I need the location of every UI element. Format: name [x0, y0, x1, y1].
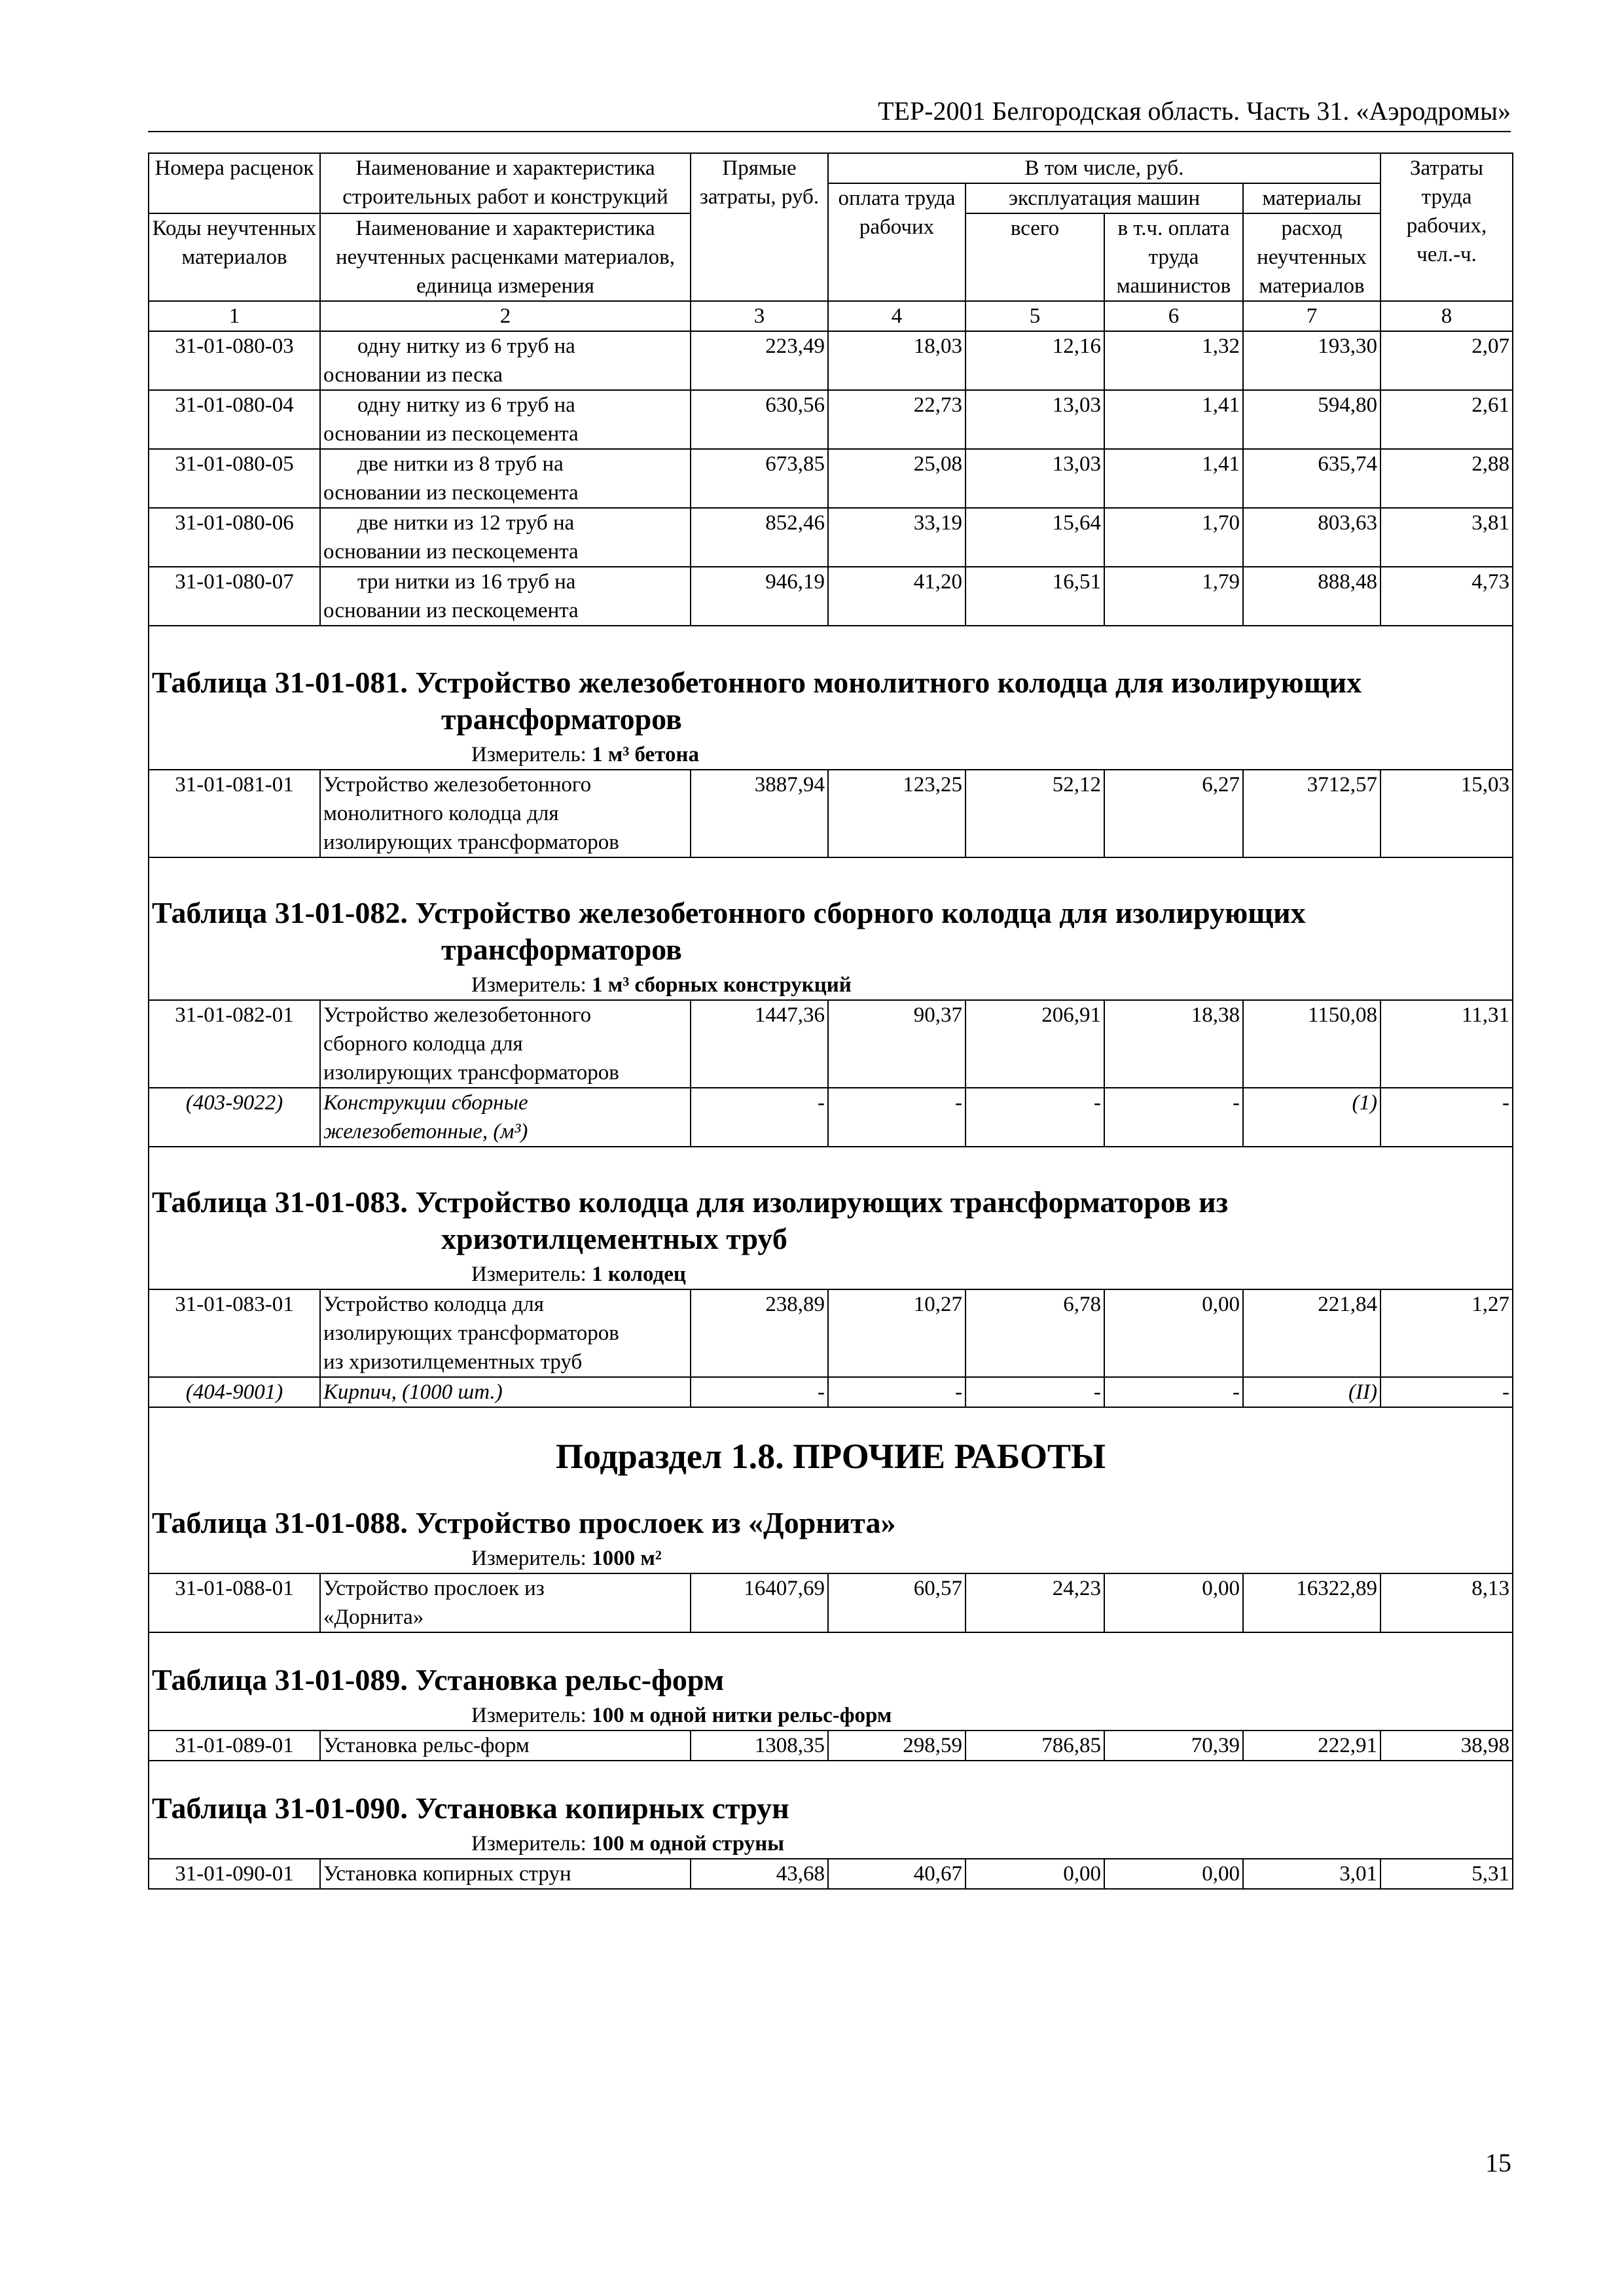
- machinists-pay: 0,00: [1104, 1859, 1243, 1889]
- labor-pay: 40,67: [828, 1859, 965, 1889]
- page-header: [148, 93, 1511, 132]
- direct-cost: 223,49: [691, 331, 828, 390]
- table-title-line: хризотилцементных труб: [441, 1222, 787, 1255]
- rate-name-line: Устройство железобетонного: [323, 1003, 592, 1027]
- table-section-088: [149, 1407, 1513, 1573]
- col-header-material-codes: Коды неучтенных материалов: [149, 213, 320, 301]
- rate-name-line: две нитки из 8 труб на: [357, 452, 564, 476]
- machinists-pay: -: [1104, 1377, 1243, 1407]
- direct-cost: 43,68: [691, 1859, 828, 1889]
- labor-hours: 4,73: [1380, 567, 1513, 626]
- rate-name-line: основании из пескоцемента: [323, 599, 579, 622]
- index-row: [149, 301, 1513, 331]
- machines-cost: 52,12: [965, 770, 1104, 857]
- col-header-material-name: Наименование и характеристика неучтенных расценками материалов, единица измерения: [320, 213, 691, 301]
- col-index: 8: [1380, 301, 1513, 331]
- section-header: [149, 1632, 1513, 1731]
- table-title: [152, 1147, 1509, 1257]
- rate-name-line: основании из пескоцемента: [323, 422, 579, 446]
- table-title: [152, 1633, 1509, 1698]
- materials-cost: (II): [1243, 1377, 1380, 1407]
- rate-name-line: изолирующих трансформаторов: [323, 831, 619, 854]
- machinists-pay: 70,39: [1104, 1731, 1243, 1761]
- machines-cost: -: [965, 1088, 1104, 1147]
- col-index: 7: [1243, 301, 1380, 331]
- table-row: [149, 449, 1513, 508]
- materials-cost: 3,01: [1243, 1859, 1380, 1889]
- rate-code: 31-01-080-05: [149, 449, 320, 508]
- rate-name-line: Устройство прослоек из: [323, 1577, 545, 1600]
- col-header-materials: материалы: [1243, 183, 1380, 213]
- labor-pay: 90,37: [828, 1000, 965, 1088]
- section-header: [149, 1407, 1513, 1573]
- table-section-090: [149, 1761, 1513, 1859]
- rate-name-line: основании из песка: [323, 363, 503, 387]
- machines-cost: 206,91: [965, 1000, 1104, 1088]
- material-name: [320, 1088, 691, 1147]
- rate-code: 31-01-090-01: [149, 1859, 320, 1889]
- table-row: [149, 331, 1513, 390]
- material-row: [149, 1377, 1513, 1407]
- rate-name-line: Устройство железобетонного: [323, 773, 592, 797]
- table-row: [149, 508, 1513, 567]
- table-section-089: [149, 1632, 1513, 1731]
- table-title-line: Таблица 31-01-082. Устройство железобетонного сборного колодца для изолирующих: [152, 896, 1306, 929]
- measure-unit: [152, 1257, 1509, 1289]
- rate-name-line: основании из пескоцемента: [323, 481, 579, 505]
- rate-name-line: две нитки из 12 труб на: [357, 511, 575, 535]
- materials-cost: (1): [1243, 1088, 1380, 1147]
- table-section-081: [149, 626, 1513, 770]
- labor-pay: 18,03: [828, 331, 965, 390]
- table-title-line: Таблица 31-01-083. Устройство колодца для изолирующих трансформаторов из: [152, 1185, 1229, 1219]
- table-row: [149, 770, 1513, 857]
- material-name-line: железобетонные, (м³): [323, 1120, 528, 1143]
- measure-unit: [152, 1541, 1509, 1573]
- table-row: [149, 1859, 1513, 1889]
- col-header-name: Наименование и характеристика строительных работ и конструкций: [320, 153, 691, 213]
- rate-code: 31-01-082-01: [149, 1000, 320, 1088]
- direct-cost: 1308,35: [691, 1731, 828, 1761]
- measure-label: Измеритель:: [471, 1547, 586, 1570]
- rate-code: 31-01-080-04: [149, 390, 320, 449]
- materials-cost: 888,48: [1243, 567, 1380, 626]
- col-header-labor-cost: Затраты труда рабочих, чел.-ч.: [1380, 153, 1513, 301]
- rate-name-line: «Дорнита»: [323, 1605, 424, 1629]
- rate-name-line: сборного колодца для: [323, 1032, 523, 1056]
- labor-hours: -: [1380, 1377, 1513, 1407]
- labor-pay: 22,73: [828, 390, 965, 449]
- material-name-line: Конструкции сборные: [323, 1091, 528, 1115]
- rate-name: [320, 331, 691, 390]
- materials-cost: 803,63: [1243, 508, 1380, 567]
- subsection-title: Подраздел 1.8. ПРОЧИЕ РАБОТЫ: [555, 1437, 1106, 1476]
- col-header-incl: В том числе, руб.: [828, 153, 1380, 183]
- machines-cost: 12,16: [965, 331, 1104, 390]
- rate-name: [320, 1573, 691, 1632]
- rate-code: 31-01-080-06: [149, 508, 320, 567]
- rate-name: [320, 567, 691, 626]
- measure-unit: [152, 738, 1509, 769]
- measure-unit: [152, 1698, 1509, 1730]
- page-number: 15: [1485, 2148, 1511, 2178]
- labor-pay: 25,08: [828, 449, 965, 508]
- rate-name: [320, 770, 691, 857]
- header-title: ТЕР-2001 Белгородская область. Часть 31. «Аэродромы»: [878, 96, 1511, 126]
- rate-code: 31-01-080-07: [149, 567, 320, 626]
- col-header-machines-total: всего: [965, 213, 1104, 301]
- table-row: [149, 1000, 1513, 1088]
- table-title-line: Таблица 31-01-090. Установка копирных струн: [152, 1791, 789, 1825]
- measure-label: Измеритель:: [471, 743, 586, 766]
- machines-cost: 13,03: [965, 390, 1104, 449]
- materials-cost: 635,74: [1243, 449, 1380, 508]
- labor-hours: 15,03: [1380, 770, 1513, 857]
- labor-hours: 8,13: [1380, 1573, 1513, 1632]
- measure-value: 1 колодец: [592, 1263, 686, 1286]
- labor-hours: 2,88: [1380, 449, 1513, 508]
- rate-name: Установка рельс-форм: [320, 1731, 691, 1761]
- col-header-codes: Номера расценок: [149, 153, 320, 213]
- rate-code: 31-01-088-01: [149, 1573, 320, 1632]
- measure-unit: [152, 1827, 1509, 1858]
- machinists-pay: 0,00: [1104, 1573, 1243, 1632]
- material-code: (404-9001): [149, 1377, 320, 1407]
- table-section-082: [149, 857, 1513, 1000]
- measure-unit: [152, 968, 1509, 999]
- table-row: [149, 390, 1513, 449]
- table-title-line: трансформаторов: [441, 702, 682, 736]
- labor-hours: 38,98: [1380, 1731, 1513, 1761]
- measure-value: 100 м одной нитки рельс-форм: [592, 1704, 892, 1727]
- col-index: 2: [320, 301, 691, 331]
- direct-cost: 3887,94: [691, 770, 828, 857]
- material-row: [149, 1088, 1513, 1147]
- material-code: (403-9022): [149, 1088, 320, 1147]
- col-header-materials-unaccounted: расход неучтенных материалов: [1243, 213, 1380, 301]
- table-title: [152, 1476, 1509, 1541]
- direct-cost: 946,19: [691, 567, 828, 626]
- rate-name: Установка копирных струн: [320, 1859, 691, 1889]
- rate-name-line: изолирующих трансформаторов: [323, 1061, 619, 1085]
- table-title: [152, 1761, 1509, 1827]
- measure-value: 100 м одной струны: [592, 1832, 785, 1856]
- section-header: [149, 626, 1513, 770]
- measure-value: 1 м³ бетона: [592, 743, 699, 766]
- table-section-083: [149, 1147, 1513, 1289]
- labor-pay: 41,20: [828, 567, 965, 626]
- rate-code: 31-01-083-01: [149, 1289, 320, 1377]
- machinists-pay: 1,79: [1104, 567, 1243, 626]
- machines-cost: 16,51: [965, 567, 1104, 626]
- table-title-line: Таблица 31-01-088. Устройство прослоек из «Дорнита»: [152, 1506, 896, 1539]
- machinists-pay: 1,32: [1104, 331, 1243, 390]
- measure-label: Измеритель:: [471, 1263, 586, 1286]
- machines-cost: 786,85: [965, 1731, 1104, 1761]
- machinists-pay: -: [1104, 1088, 1243, 1147]
- labor-pay: 60,57: [828, 1573, 965, 1632]
- col-header-direct: Прямые затраты, руб.: [691, 153, 828, 301]
- table-title: [152, 626, 1509, 738]
- table-title-line: Таблица 31-01-081. Устройство железобетонного монолитного колодца для изолирующих: [152, 666, 1362, 699]
- header-row-1: [149, 153, 1513, 183]
- rate-code: 31-01-081-01: [149, 770, 320, 857]
- materials-cost: 3712,57: [1243, 770, 1380, 857]
- machines-cost: 13,03: [965, 449, 1104, 508]
- section-header: [149, 1761, 1513, 1859]
- measure-value: 1 м³ сборных конструкций: [592, 973, 852, 997]
- labor-hours: -: [1380, 1088, 1513, 1147]
- rate-name-line: одну нитку из 6 труб на: [357, 334, 575, 358]
- direct-cost: 16407,69: [691, 1573, 828, 1632]
- direct-cost: 852,46: [691, 508, 828, 567]
- labor-hours: 1,27: [1380, 1289, 1513, 1377]
- labor-pay: 33,19: [828, 508, 965, 567]
- table-row: [149, 567, 1513, 626]
- materials-cost: 16322,89: [1243, 1573, 1380, 1632]
- col-index: 5: [965, 301, 1104, 331]
- rate-name-line: монолитного колодца для: [323, 802, 559, 825]
- rate-code: 31-01-080-03: [149, 331, 320, 390]
- machinists-pay: 18,38: [1104, 1000, 1243, 1088]
- rate-name: [320, 390, 691, 449]
- rate-name-line: три нитки из 16 труб на: [357, 570, 576, 594]
- rates-table: [148, 152, 1513, 1890]
- table-row: [149, 1573, 1513, 1632]
- materials-cost: 193,30: [1243, 331, 1380, 390]
- materials-cost: 222,91: [1243, 1731, 1380, 1761]
- rate-name: [320, 508, 691, 567]
- rate-name-line: изолирующих трансформаторов: [323, 1321, 619, 1345]
- labor-hours: 3,81: [1380, 508, 1513, 567]
- labor-pay: -: [828, 1088, 965, 1147]
- col-header-machinists: в т.ч. оплата труда машинистов: [1104, 213, 1243, 301]
- direct-cost: 630,56: [691, 390, 828, 449]
- machines-cost: 15,64: [965, 508, 1104, 567]
- materials-cost: 1150,08: [1243, 1000, 1380, 1088]
- direct-cost: 673,85: [691, 449, 828, 508]
- labor-hours: 11,31: [1380, 1000, 1513, 1088]
- machinists-pay: 1,41: [1104, 390, 1243, 449]
- table-title-line: Таблица 31-01-089. Установка рельс-форм: [152, 1663, 725, 1696]
- machinists-pay: 1,41: [1104, 449, 1243, 508]
- machinists-pay: 6,27: [1104, 770, 1243, 857]
- section-header: [149, 1147, 1513, 1289]
- direct-cost: 1447,36: [691, 1000, 828, 1088]
- col-header-machines: эксплуатация машин: [965, 183, 1243, 213]
- materials-cost: 594,80: [1243, 390, 1380, 449]
- rate-name-line: основании из пескоцемента: [323, 540, 579, 564]
- direct-cost: -: [691, 1377, 828, 1407]
- machinists-pay: 0,00: [1104, 1289, 1243, 1377]
- table-row: [149, 1731, 1513, 1761]
- col-index: 4: [828, 301, 965, 331]
- machinists-pay: 1,70: [1104, 508, 1243, 567]
- labor-pay: 298,59: [828, 1731, 965, 1761]
- machines-cost: 0,00: [965, 1859, 1104, 1889]
- col-index: 1: [149, 301, 320, 331]
- rate-name: [320, 1000, 691, 1088]
- rate-name: [320, 449, 691, 508]
- rate-code: 31-01-089-01: [149, 1731, 320, 1761]
- table-title-line: трансформаторов: [441, 933, 682, 966]
- labor-pay: -: [828, 1377, 965, 1407]
- direct-cost: 238,89: [691, 1289, 828, 1377]
- col-index: 6: [1104, 301, 1243, 331]
- rate-name-line: одну нитку из 6 труб на: [357, 393, 575, 417]
- document-body: [148, 152, 1512, 1890]
- col-index: 3: [691, 301, 828, 331]
- measure-label: Измеритель:: [471, 1832, 586, 1856]
- table-title: [152, 858, 1509, 968]
- labor-hours: 5,31: [1380, 1859, 1513, 1889]
- col-header-labor-pay: оплата труда рабочих: [828, 183, 965, 301]
- labor-pay: 10,27: [828, 1289, 965, 1377]
- machines-cost: -: [965, 1377, 1104, 1407]
- rate-name-line: Устройство колодца для: [323, 1293, 544, 1316]
- table-row: [149, 1289, 1513, 1377]
- direct-cost: -: [691, 1088, 828, 1147]
- machines-cost: 24,23: [965, 1573, 1104, 1632]
- rate-name-line: из хризотилцементных труб: [323, 1350, 583, 1374]
- material-name: Кирпич, (1000 шт.): [320, 1377, 691, 1407]
- machines-cost: 6,78: [965, 1289, 1104, 1377]
- materials-cost: 221,84: [1243, 1289, 1380, 1377]
- labor-hours: 2,61: [1380, 390, 1513, 449]
- labor-hours: 2,07: [1380, 331, 1513, 390]
- labor-pay: 123,25: [828, 770, 965, 857]
- measure-label: Измеритель:: [471, 1704, 586, 1727]
- measure-value: 1000 м²: [592, 1547, 662, 1570]
- section-header: [149, 857, 1513, 1000]
- rate-name: [320, 1289, 691, 1377]
- measure-label: Измеритель:: [471, 973, 586, 997]
